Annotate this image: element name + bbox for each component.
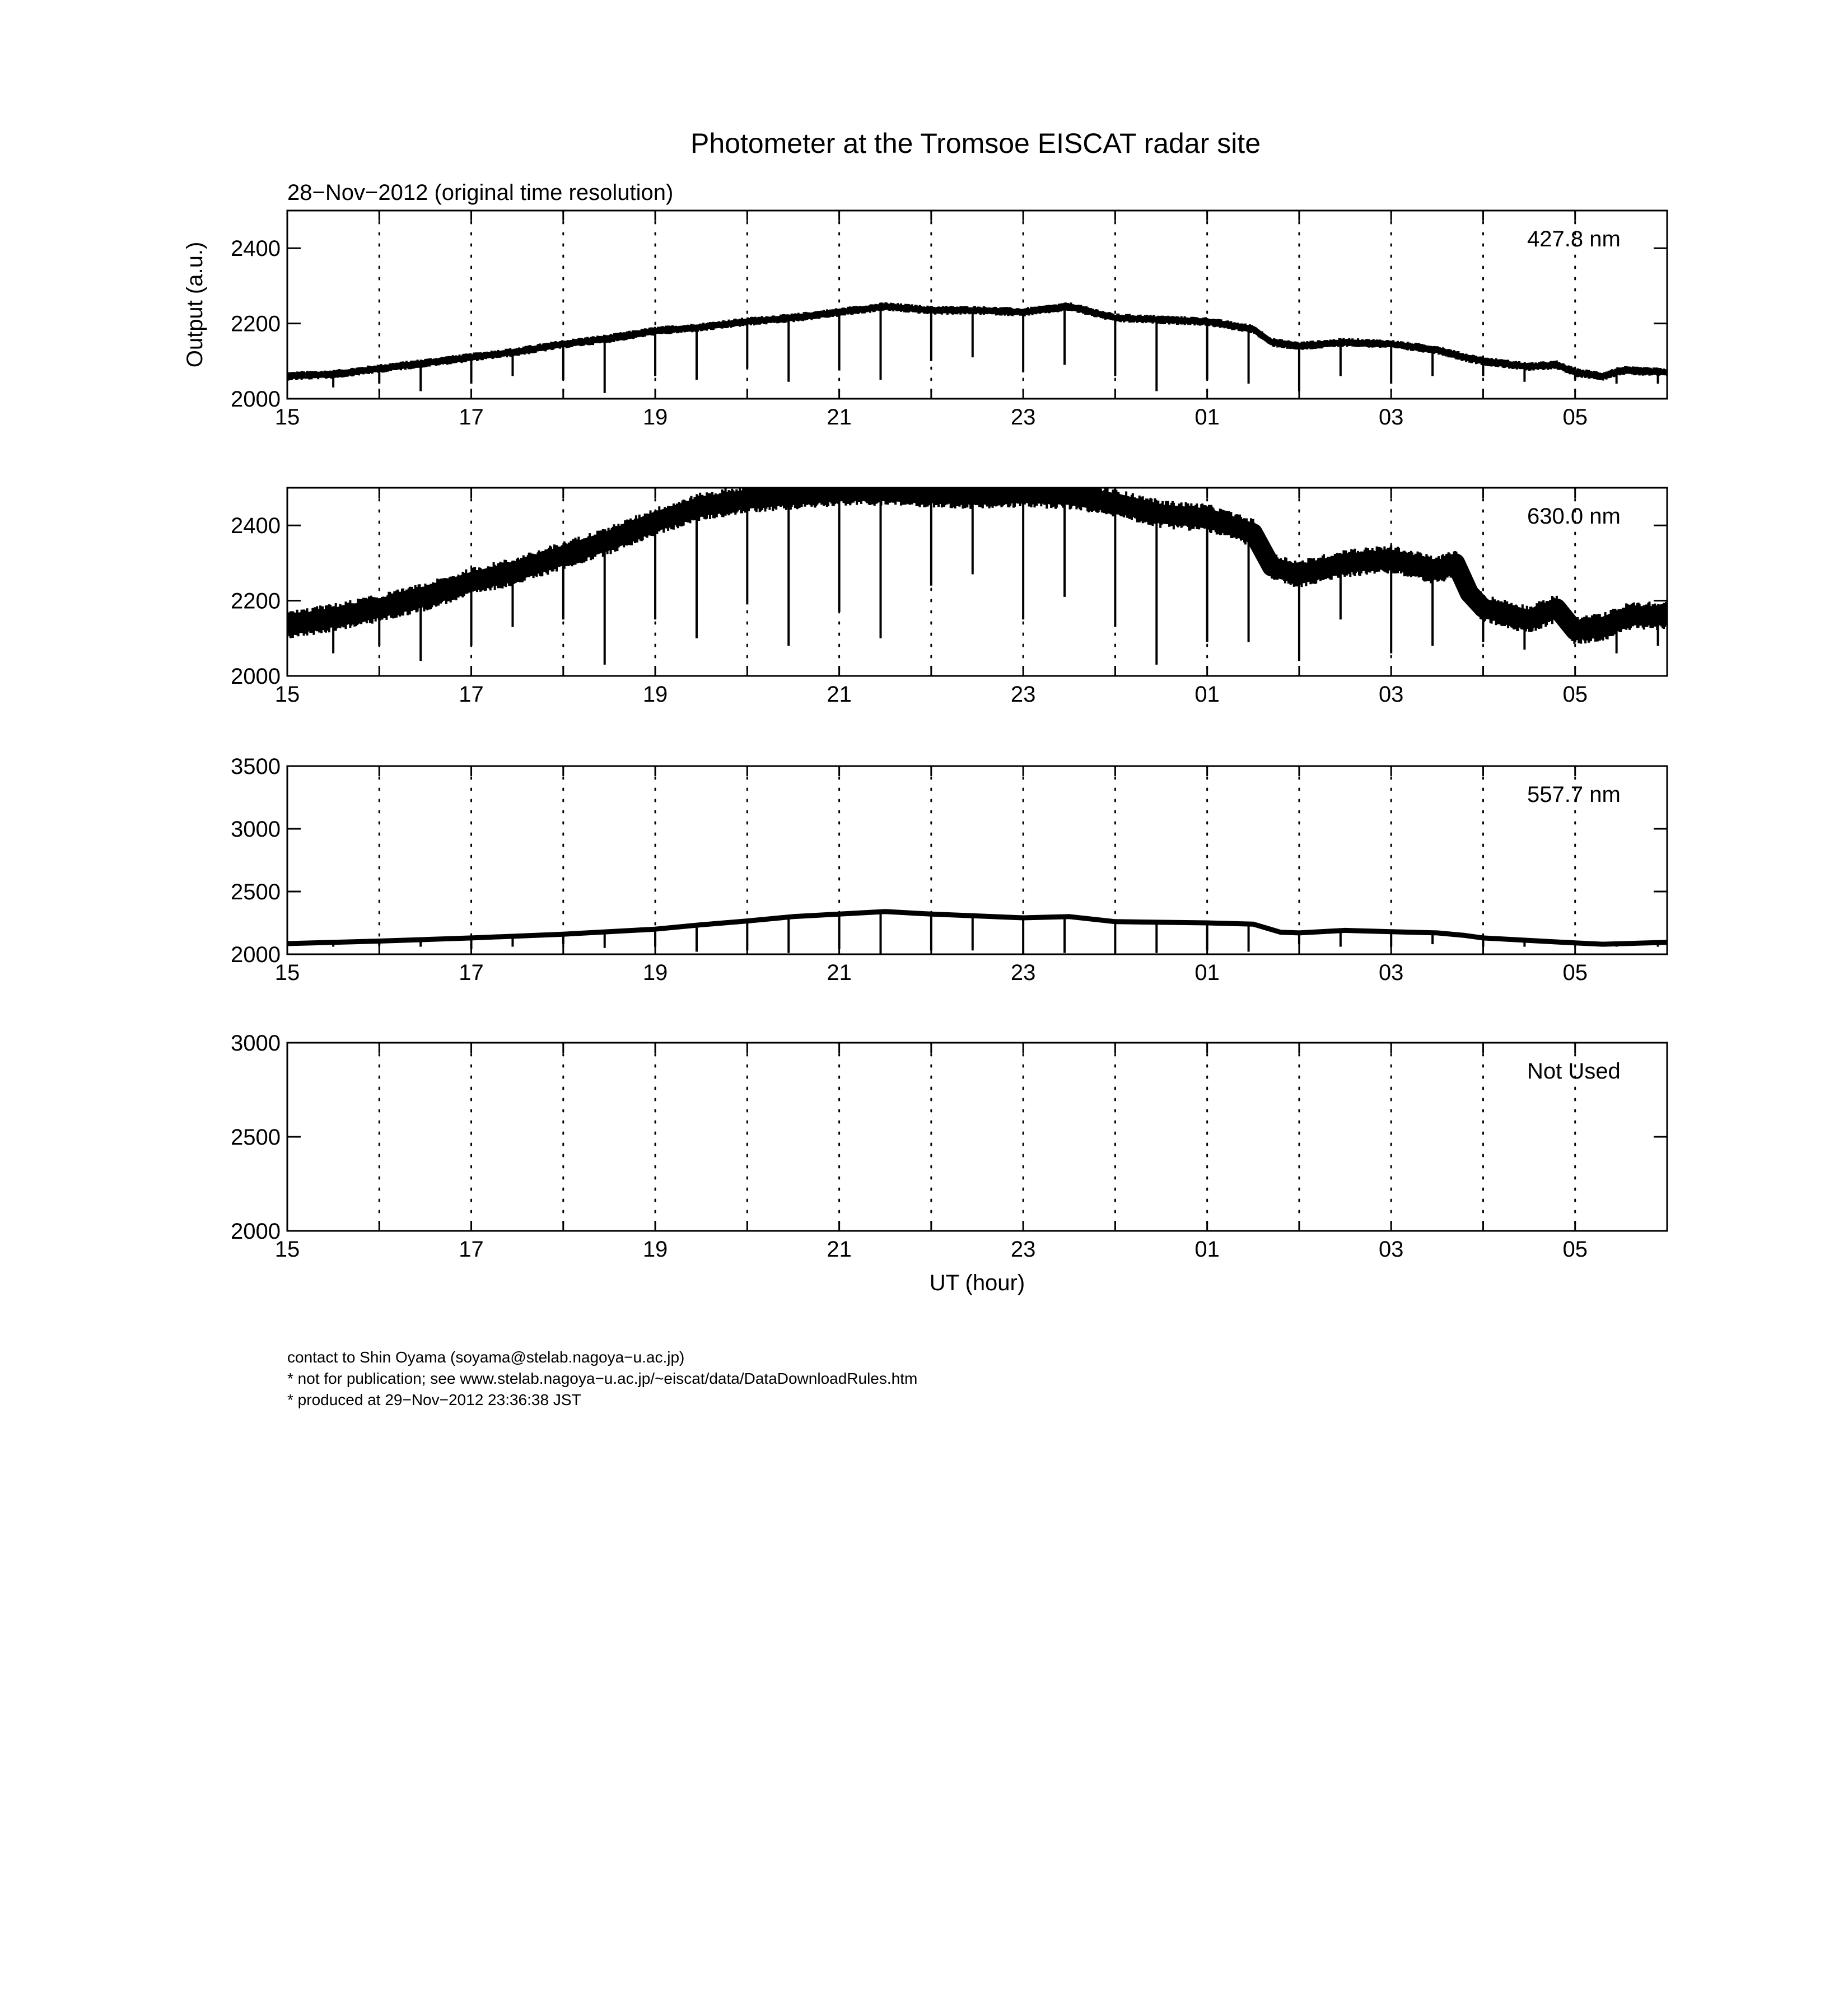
y-tick-label: 2000 xyxy=(231,942,281,967)
x-tick-label: 21 xyxy=(827,682,852,707)
x-tick-label: 23 xyxy=(1010,405,1036,430)
y-tick-label: 2000 xyxy=(231,1219,281,1244)
chart-title: Photometer at the Tromsoe EISCAT radar site xyxy=(690,128,1261,159)
x-tick-label: 15 xyxy=(274,405,300,430)
x-tick-label: 19 xyxy=(642,960,668,985)
x-tick-label: 17 xyxy=(459,405,484,430)
footer xyxy=(287,1347,917,1411)
data-layer xyxy=(287,302,1667,393)
panel-4 xyxy=(231,1031,1667,1295)
x-axis-label: UT (hour) xyxy=(929,1271,1025,1295)
panel-1 xyxy=(183,211,1667,430)
x-tick-label: 17 xyxy=(459,1237,484,1262)
x-tick-label: 05 xyxy=(1562,682,1588,707)
x-tick-label: 05 xyxy=(1562,405,1588,430)
x-tick-label: 19 xyxy=(642,405,668,430)
axes-frame xyxy=(287,1043,1667,1231)
axes-frame xyxy=(287,766,1667,954)
x-tick-label: 19 xyxy=(642,1237,668,1262)
y-tick-label: 3500 xyxy=(231,754,281,779)
x-tick-label: 21 xyxy=(827,960,852,985)
y-tick-label: 2400 xyxy=(231,236,281,262)
x-tick-label: 23 xyxy=(1010,1237,1036,1262)
series-noise-band xyxy=(287,302,1667,381)
panel-label: 427.8 nm xyxy=(1527,227,1621,251)
panel-label: 630.0 nm xyxy=(1527,504,1621,529)
y-tick-label: 3000 xyxy=(231,1031,281,1056)
x-tick-label: 03 xyxy=(1378,960,1404,985)
y-axis-label: Output (a.u.) xyxy=(183,241,207,368)
series-line xyxy=(287,912,1667,944)
data-layer xyxy=(287,911,1667,954)
x-tick-label: 03 xyxy=(1378,1237,1404,1262)
x-tick-label: 15 xyxy=(274,960,300,985)
series-line xyxy=(287,306,1667,376)
x-tick-label: 05 xyxy=(1562,1237,1588,1262)
series-line xyxy=(287,492,1667,631)
y-tick-label: 2500 xyxy=(231,880,281,904)
x-tick-label: 23 xyxy=(1010,682,1036,707)
x-tick-label: 03 xyxy=(1378,682,1404,707)
x-tick-label: 21 xyxy=(827,1237,852,1262)
y-tick-label: 2200 xyxy=(231,311,281,337)
footer-notice: * not for publication; see www.stelab.nagoya−u.ac.jp/~eiscat/data/DataDownloadRules.htm xyxy=(287,1370,918,1387)
y-tick-label: 3000 xyxy=(231,817,281,842)
data-layer xyxy=(287,478,1667,665)
x-tick-label: 15 xyxy=(274,1237,300,1262)
x-tick-label: 01 xyxy=(1194,1237,1220,1262)
x-tick-label: 01 xyxy=(1194,682,1220,707)
footer-contact: contact to Shin Oyama (soyama@stelab.nagoya−u.ac.jp) xyxy=(287,1348,685,1366)
y-tick-label: 2200 xyxy=(231,589,281,614)
chart-subtitle: 28−Nov−2012 (original time resolution) xyxy=(287,180,674,205)
x-tick-label: 21 xyxy=(827,405,852,430)
x-tick-label: 03 xyxy=(1378,405,1404,430)
x-tick-label: 05 xyxy=(1562,960,1588,985)
y-tick-label: 2400 xyxy=(231,514,281,539)
y-tick-label: 2000 xyxy=(231,387,281,412)
x-tick-label: 01 xyxy=(1194,960,1220,985)
x-tick-label: 17 xyxy=(459,682,484,707)
panel-label: Not Used xyxy=(1527,1059,1621,1084)
x-tick-label: 19 xyxy=(642,682,668,707)
panel-2 xyxy=(231,478,1667,707)
x-tick-label: 23 xyxy=(1010,960,1036,985)
panel-3 xyxy=(231,754,1667,985)
y-tick-label: 2500 xyxy=(231,1125,281,1150)
x-tick-label: 17 xyxy=(459,960,484,985)
panels xyxy=(183,211,1667,1295)
x-tick-label: 01 xyxy=(1194,405,1220,430)
y-tick-label: 2000 xyxy=(231,664,281,689)
axes-frame xyxy=(287,211,1667,399)
footer-produced: * produced at 29−Nov−2012 23:36:38 JST xyxy=(287,1391,581,1408)
x-tick-label: 15 xyxy=(274,682,300,707)
panel-label: 557.7 nm xyxy=(1527,782,1621,807)
